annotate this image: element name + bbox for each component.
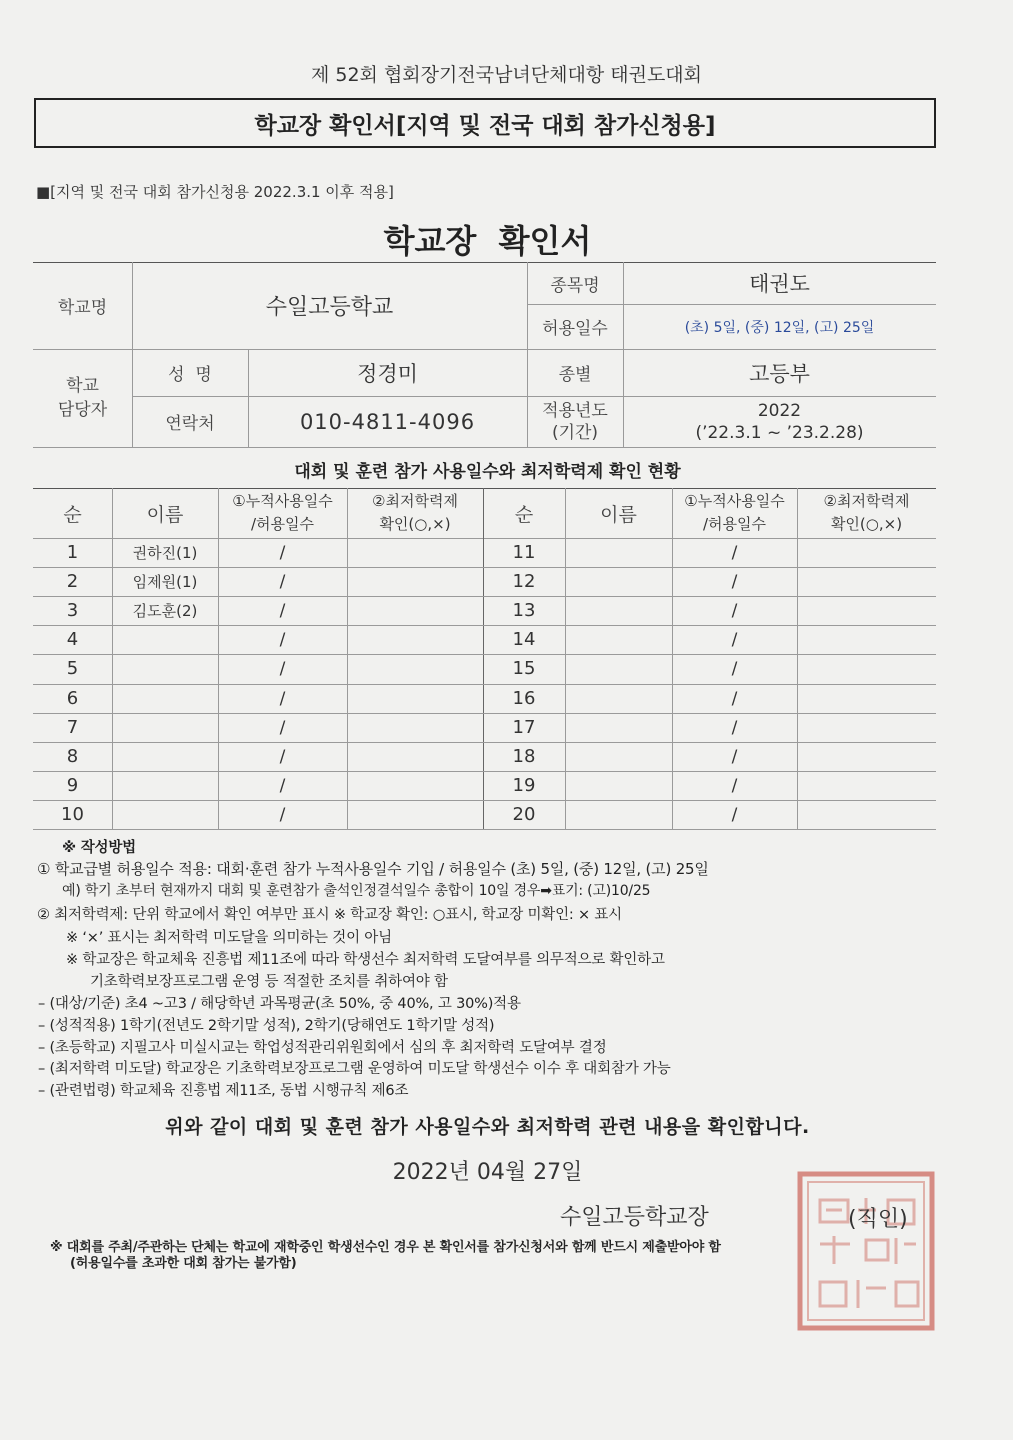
main-title: 학교장 확인서 (383, 222, 592, 260)
row-number: 6 (66, 688, 79, 709)
notice-line: ■[지역 및 전국 대회 참가신청용 2022.3.1 이후 적용] (36, 183, 394, 201)
signing-date: 2022년 04월 27일 (392, 1160, 583, 1185)
days-used-cell: / (279, 600, 286, 621)
academic-check-cell (797, 596, 936, 625)
manager-label-line1: 학교 (66, 376, 99, 396)
player-name (112, 684, 218, 713)
name-label: 성 명 (168, 365, 212, 385)
title-box (34, 98, 936, 148)
row-number: 5 (66, 658, 79, 679)
detail-1: – (대상/기준) 초4 ~고3 / 해당학년 과목평균(초 50%, 중 40%, 고 30%)적용 (38, 996, 521, 1012)
academic-check-cell (347, 713, 483, 742)
note-1: ① 학교급별 허용일수 적용: 대회·훈련 참가 누적사용일수 기입 / 허용일수 (초) 5일, (중) 12일, (고) 25일 (37, 860, 709, 878)
days-used-cell: / (279, 804, 286, 825)
row-number: 18 (512, 746, 536, 767)
days-used-cell: / (731, 775, 738, 796)
row-number: 3 (66, 600, 79, 621)
days-used-cell: / (731, 746, 738, 767)
notes-heading: ※ 작성방법 (62, 840, 136, 856)
academic-check-cell (347, 625, 483, 654)
days-used-cell: / (731, 688, 738, 709)
note-2-a: ※ ‘×’ 표시는 최저학력 미도달을 의미하는 것이 아님 (66, 930, 392, 946)
category-label: 종별 (558, 365, 592, 385)
academic-check-cell (347, 596, 483, 625)
player-name (112, 771, 218, 800)
manager-label-line2: 담당자 (57, 400, 108, 420)
days-used-cell: / (731, 804, 738, 825)
player-name (565, 625, 672, 654)
player-name (112, 742, 218, 771)
header-check-right-line2: 확인(○,×) (830, 515, 903, 533)
player-name (565, 771, 672, 800)
allowed-days-label: 허용일수 (542, 319, 608, 339)
days-used-cell: / (731, 658, 738, 679)
boxed-title: 학교장 확인서[지역 및 전국 대회 참가신청용] (254, 112, 716, 139)
sport-value: 태권도 (749, 272, 810, 296)
year-value (623, 396, 936, 447)
player-name: 임제원(1) (132, 573, 198, 591)
academic-check-cell (797, 654, 936, 683)
section-title: 대회 및 훈련 참가 사용일수와 최저학력제 확인 현황 (294, 462, 681, 482)
player-name (565, 684, 672, 713)
player-name (112, 625, 218, 654)
row-number: 13 (512, 600, 536, 621)
player-name (565, 713, 672, 742)
academic-check-cell (797, 800, 936, 829)
row-number: 9 (66, 775, 79, 796)
days-used-cell: / (279, 717, 286, 738)
academic-check-cell (347, 771, 483, 800)
note-2: ② 최저학력제: 단위 학교에서 확인 여부만 표시 ※ 학교장 확인: ○표시, 학교장 미확인: × 표시 (37, 907, 622, 923)
note-1-example: 예) 학기 초부터 현재까지 대회 및 훈련참가 출석인정결석일수 총합이 10일 경우➡표기: (고)10/25 (62, 883, 651, 899)
player-name (565, 654, 672, 683)
days-used-cell: / (731, 600, 738, 621)
player-name (112, 713, 218, 742)
signer-name: 수일고등학교장 (560, 1205, 709, 1230)
row-number: 8 (66, 746, 79, 767)
header-check-right (797, 488, 936, 538)
row-number: 4 (66, 629, 79, 650)
academic-check-cell (797, 771, 936, 800)
header-days-right-line1: ①누적사용일수 (684, 492, 785, 510)
academic-check-cell (347, 538, 483, 567)
player-name (565, 538, 672, 567)
contact-label: 연락처 (165, 414, 215, 434)
official-seal-icon (796, 1170, 936, 1332)
days-used-cell: / (279, 746, 286, 767)
days-used-cell: / (279, 571, 286, 592)
row-number: 10 (61, 804, 84, 825)
header-days-right (672, 488, 797, 538)
player-name: 김도훈(2) (132, 602, 198, 620)
footer-line1: ※ 대회를 주최/주관하는 단체는 학교에 재학중인 학생선수인 경우 본 확인서를 참가신청서와 함께 반드시 제출받아야 함 (50, 1240, 721, 1255)
detail-4: – (최저학력 미도달) 학교장은 기초학력보장프로그램 운영하여 미도달 학생선수 이수 후 대회참가 가능 (38, 1061, 671, 1077)
header-days-line1: ①누적사용일수 (232, 492, 333, 510)
row-number: 7 (66, 717, 79, 738)
days-used-cell: / (279, 688, 286, 709)
footer-line2: (허용일수를 초과한 대회 참가는 불가함) (70, 1256, 297, 1271)
manager-label (33, 349, 132, 447)
category-value: 고등부 (749, 361, 810, 386)
header-check-line2: 확인(○,×) (379, 515, 451, 533)
days-used-cell: / (731, 717, 738, 738)
player-name (565, 567, 672, 596)
header-no-right: 순 (514, 503, 534, 526)
year-value-line1: 2022 (757, 400, 802, 421)
note-2-b-line2: 기초학력보장프로그램 운영 등 적절한 조치를 취하여야 함 (90, 974, 448, 990)
days-used-cell: / (279, 629, 286, 650)
player-name (112, 800, 218, 829)
header-days (218, 488, 347, 538)
academic-check-cell (797, 684, 936, 713)
header-no: 순 (63, 503, 82, 526)
sport-label: 종목명 (550, 275, 600, 296)
school-label: 학교명 (57, 298, 108, 318)
school-value: 수일고등학교 (265, 295, 394, 320)
year-label (527, 396, 623, 447)
academic-check-cell (797, 567, 936, 596)
days-used-cell: / (279, 658, 286, 679)
header-name-right: 이름 (600, 503, 637, 526)
detail-5: – (관련법령) 학교체육 진흥법 제11조, 동법 시행규칙 제6조 (38, 1083, 409, 1099)
player-name (565, 800, 672, 829)
row-number: 1 (66, 542, 79, 563)
academic-check-cell (797, 742, 936, 771)
days-used-cell: / (731, 542, 738, 563)
row-number: 2 (66, 571, 79, 592)
academic-check-cell (347, 800, 483, 829)
header-name: 이름 (146, 503, 184, 526)
days-used-cell: / (279, 775, 286, 796)
year-label-line1: 적용년도 (542, 400, 608, 421)
header-check-line1: ②최저학력제 (372, 492, 458, 510)
table-bottom-border (33, 829, 936, 830)
row-number: 16 (512, 688, 536, 709)
row-number: 20 (512, 804, 536, 825)
academic-check-cell (347, 742, 483, 771)
row-number: 15 (512, 658, 536, 679)
manager-name: 정경미 (357, 361, 418, 386)
player-name (565, 742, 672, 771)
academic-check-cell (347, 567, 483, 596)
row-number: 11 (512, 542, 536, 563)
info-rule (33, 447, 936, 448)
days-used-cell: / (731, 571, 738, 592)
row-number: 12 (512, 571, 536, 592)
days-used-cell: / (279, 542, 286, 563)
player-name (565, 596, 672, 625)
row-number: 17 (512, 717, 536, 738)
row-number: 14 (512, 629, 536, 650)
academic-check-cell (347, 654, 483, 683)
allowed-days-value: (초) 5일, (중) 12일, (고) 25일 (684, 319, 875, 336)
header-days-right-line2: /허용일수 (702, 515, 766, 533)
player-name: 권하진(1) (132, 544, 198, 562)
header-check (347, 488, 483, 538)
header-check-right-line1: ②최저학력제 (823, 492, 910, 510)
year-label-line2: (기간) (551, 422, 599, 443)
academic-check-cell (347, 684, 483, 713)
row-number: 19 (512, 775, 536, 796)
contact-value: 010-4811-4096 (299, 409, 476, 434)
days-used-cell: / (731, 629, 738, 650)
player-name (112, 654, 218, 683)
academic-check-cell (797, 538, 936, 567)
confirm-statement: 위와 같이 대회 및 훈련 참가 사용일수와 최저학력 관련 내용을 확인합니다. (165, 1116, 810, 1138)
academic-check-cell (797, 625, 936, 654)
year-value-line2: (’22.3.1 ~ ’23.2.28) (695, 422, 864, 443)
detail-3: – (초등학교) 지필고사 미실시교는 학업성적관리위원회에서 심의 후 최저학력 도달여부 결정 (38, 1040, 607, 1056)
detail-2: – (성적적용) 1학기(전년도 2학기말 성적), 2학기(당해연도 1학기말 성적) (38, 1018, 495, 1034)
event-title: 제 52회 협회장기전국남녀단체대항 태권도대회 (310, 64, 703, 86)
academic-check-cell (797, 713, 936, 742)
note-2-b-line1: ※ 학교장은 학교체육 진흥법 제11조에 따라 학생선수 최저학력 도달여부를 의무적으로 확인하고 (66, 952, 665, 968)
header-days-line2: /허용일수 (250, 515, 314, 533)
seal-label: (직인) (848, 1207, 908, 1232)
